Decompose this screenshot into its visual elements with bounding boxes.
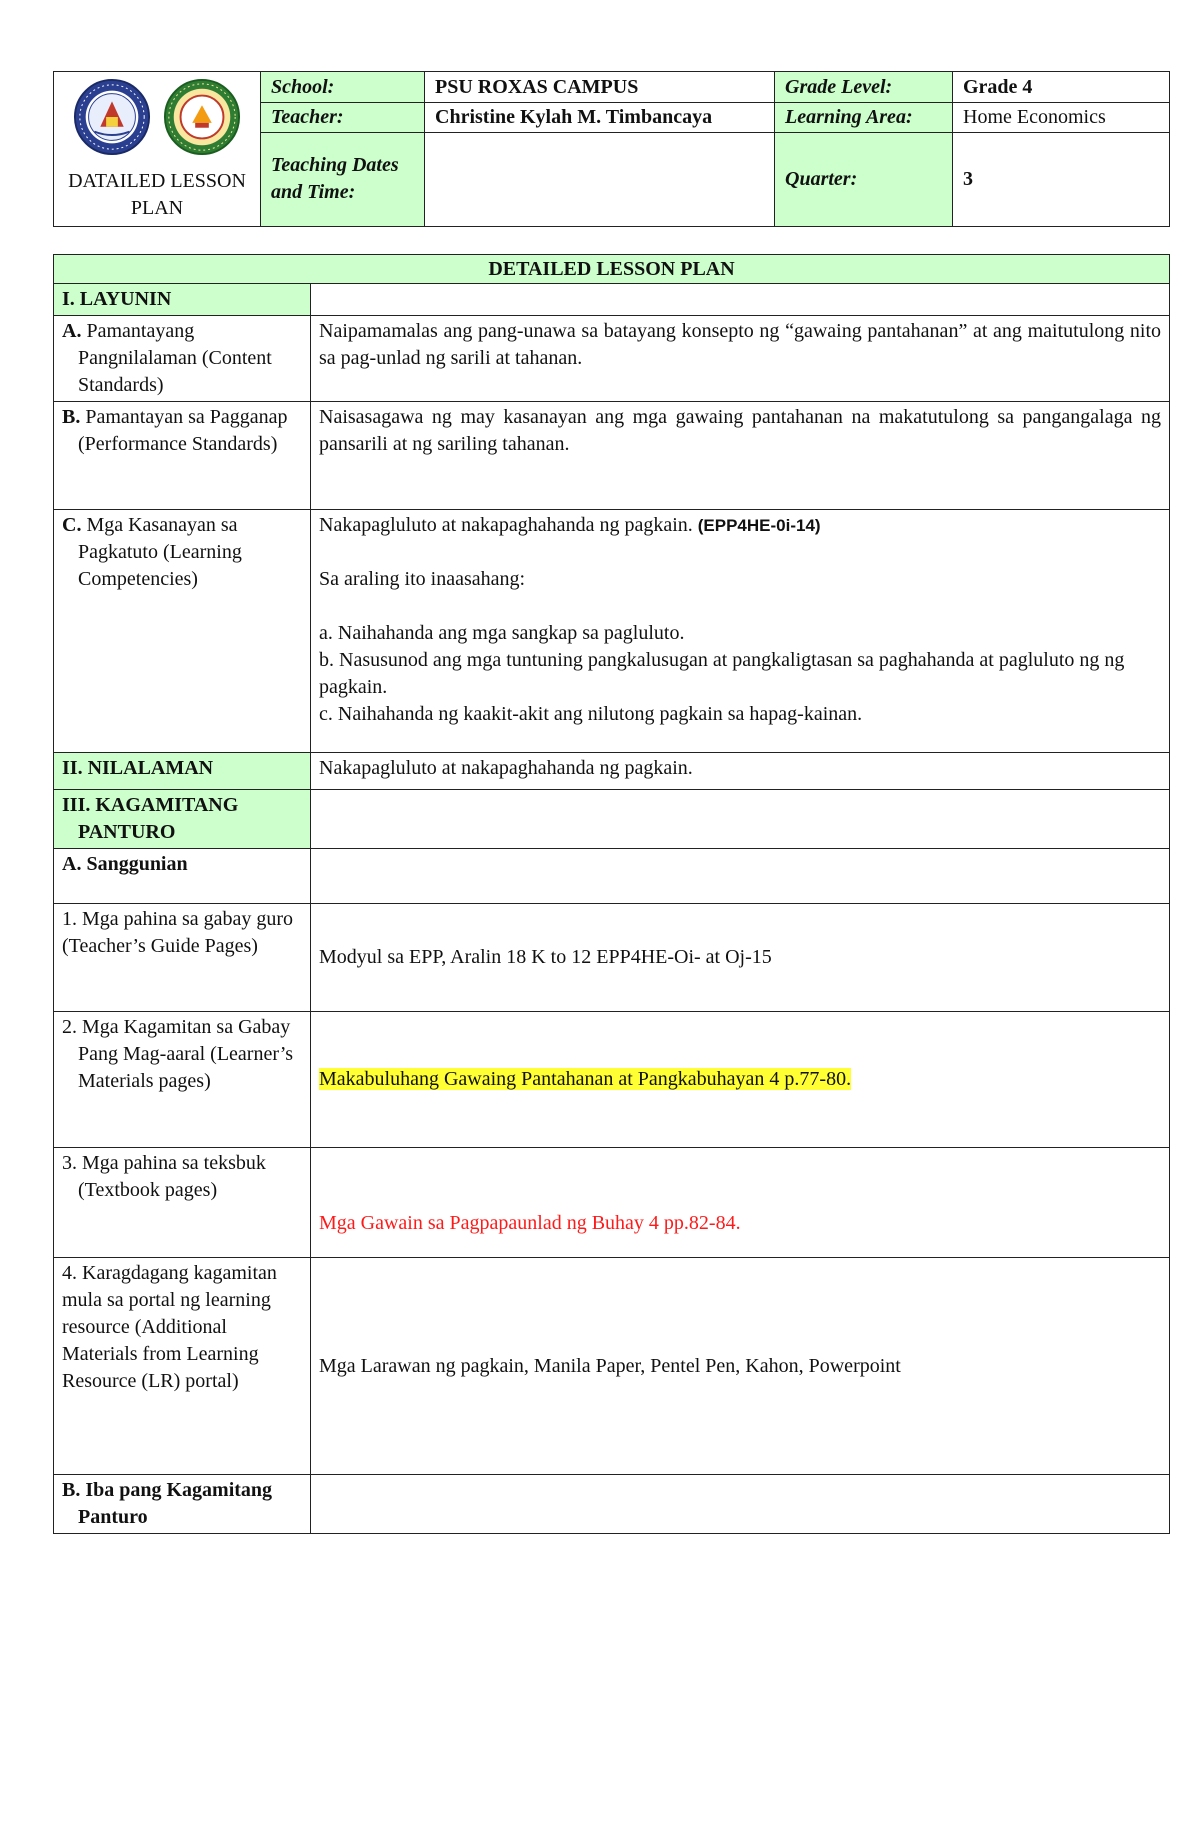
learner-materials-label-text: 2. Mga Kagamitan sa Gabay Pang Mag-aaral (Learner’s Materials pages)	[62, 1016, 294, 1092]
objective-c: c. Naihahanda ng kaakit-akit ang nilutong pagkain sa hapag-kainan.	[319, 703, 863, 725]
content-standards-label	[54, 316, 311, 402]
section-kagamitan-blank	[311, 790, 1170, 849]
other-materials-label	[54, 1475, 311, 1534]
nilalaman-text: Nakapagluluto at nakapaghahanda ng pagkain.	[311, 753, 1170, 790]
competencies-label	[54, 510, 311, 753]
learner-materials-cell	[311, 1012, 1170, 1148]
lesson-plan-table	[53, 254, 1170, 1534]
sanggunian-blank	[311, 849, 1170, 904]
area-label: Learning Area:	[775, 103, 953, 132]
objectives-intro: Sa araling ito inaasahang:	[319, 568, 526, 590]
competency-line: Nakapagluluto at nakapaghahanda ng pagkain.	[319, 514, 693, 536]
additional-materials-label: 4. Karagdagang kagamitan mula sa portal ng learning resource (Additional Materials from Learning Resource (LR) portal)	[54, 1258, 311, 1475]
additional-materials-text: Mga Larawan ng pagkain, Manila Paper, Pentel Pen, Kahon, Powerpoint	[311, 1258, 1170, 1475]
performance-standards-label-text: Pamantayan sa Pagganap (Performance Standards)	[78, 406, 288, 455]
grade-label: Grade Level:	[775, 72, 953, 103]
textbook-label	[54, 1148, 311, 1258]
section-kagamitan-text: III. KAGAMITANG PANTURO	[62, 794, 239, 843]
sanggunian-label: A. Sanggunian	[54, 849, 311, 904]
competencies-content	[311, 510, 1170, 753]
dates-label: Teaching Dates and Time:	[261, 132, 425, 226]
grade-value: Grade 4	[953, 72, 1170, 103]
section-kagamitan	[54, 790, 311, 849]
content-standards-label-text: Pamantayang Pangnilalaman (Content Standards)	[78, 320, 272, 396]
objective-a: a. Naihahanda ang mga sangkap sa pagluluto.	[319, 622, 685, 644]
content-standards-text: Naipamamalas ang pang-unawa sa batayang konsepto ng “gawaing pantahanan” at ang maitutulong nito sa pag-unlad ng sarili at tahanan.	[311, 316, 1170, 402]
school-value: PSU ROXAS CAMPUS	[425, 72, 775, 103]
textbook-label-text: 3. Mga pahina sa teksbuk (Textbook pages)	[62, 1152, 266, 1201]
competencies-label-text: Mga Kasanayan sa Pagkatuto (Learning Competencies)	[78, 514, 242, 590]
doc-type-label: DATAILED LESSON PLAN	[68, 170, 246, 219]
header-table	[53, 71, 1170, 227]
area-value: Home Economics	[953, 103, 1170, 132]
section-nilalaman: II. NILALAMAN	[54, 753, 311, 790]
logo-cell	[54, 72, 261, 227]
quarter-value: 3	[953, 132, 1170, 226]
teacher-guide-label: 1. Mga pahina sa gabay guro (Teacher’s Guide Pages)	[54, 904, 311, 1012]
performance-standards-label	[54, 402, 311, 510]
competency-code: (EPP4HE-0i-14)	[697, 516, 821, 535]
teacher-label: Teacher:	[261, 103, 425, 132]
content-standards-letter: A.	[62, 320, 82, 342]
performance-standards-text: Naisasagawa ng may kasanayan ang mga gawaing pantahanan na makatutulong sa pangangalaga ng pansarili at ng sariling tahanan.	[311, 402, 1170, 510]
psu-seal-icon	[163, 78, 241, 156]
other-materials-text	[311, 1475, 1170, 1534]
competencies-letter: C.	[62, 514, 82, 536]
deped-seal-icon	[73, 78, 151, 156]
dates-value	[425, 132, 775, 226]
textbook-text: Mga Gawain sa Pagpapaunlad ng Buhay 4 pp.82-84.	[311, 1148, 1170, 1258]
teacher-value: Christine Kylah M. Timbancaya	[425, 103, 775, 132]
other-materials-label-text: B. Iba pang Kagamitang Panturo	[62, 1479, 273, 1528]
section-layunin-blank	[311, 284, 1170, 316]
performance-standards-letter: B.	[62, 406, 81, 428]
lesson-plan-title: DETAILED LESSON PLAN	[54, 255, 1170, 284]
learner-materials-label	[54, 1012, 311, 1148]
section-layunin: I. LAYUNIN	[54, 284, 311, 316]
school-label: School:	[261, 72, 425, 103]
teacher-guide-text: Modyul sa EPP, Aralin 18 K to 12 EPP4HE-Oi- at Oj-15	[311, 904, 1170, 1012]
quarter-label: Quarter:	[775, 132, 953, 226]
learner-materials-text: Makabuluhang Gawaing Pantahanan at Pangkabuhayan 4 p.77-80.	[319, 1068, 852, 1090]
objective-b: b. Nasusunod ang mga tuntuning pangkalusugan at pangkaligtasan sa paghahanda at pagluluto ng ng pagkain.	[319, 649, 1125, 698]
